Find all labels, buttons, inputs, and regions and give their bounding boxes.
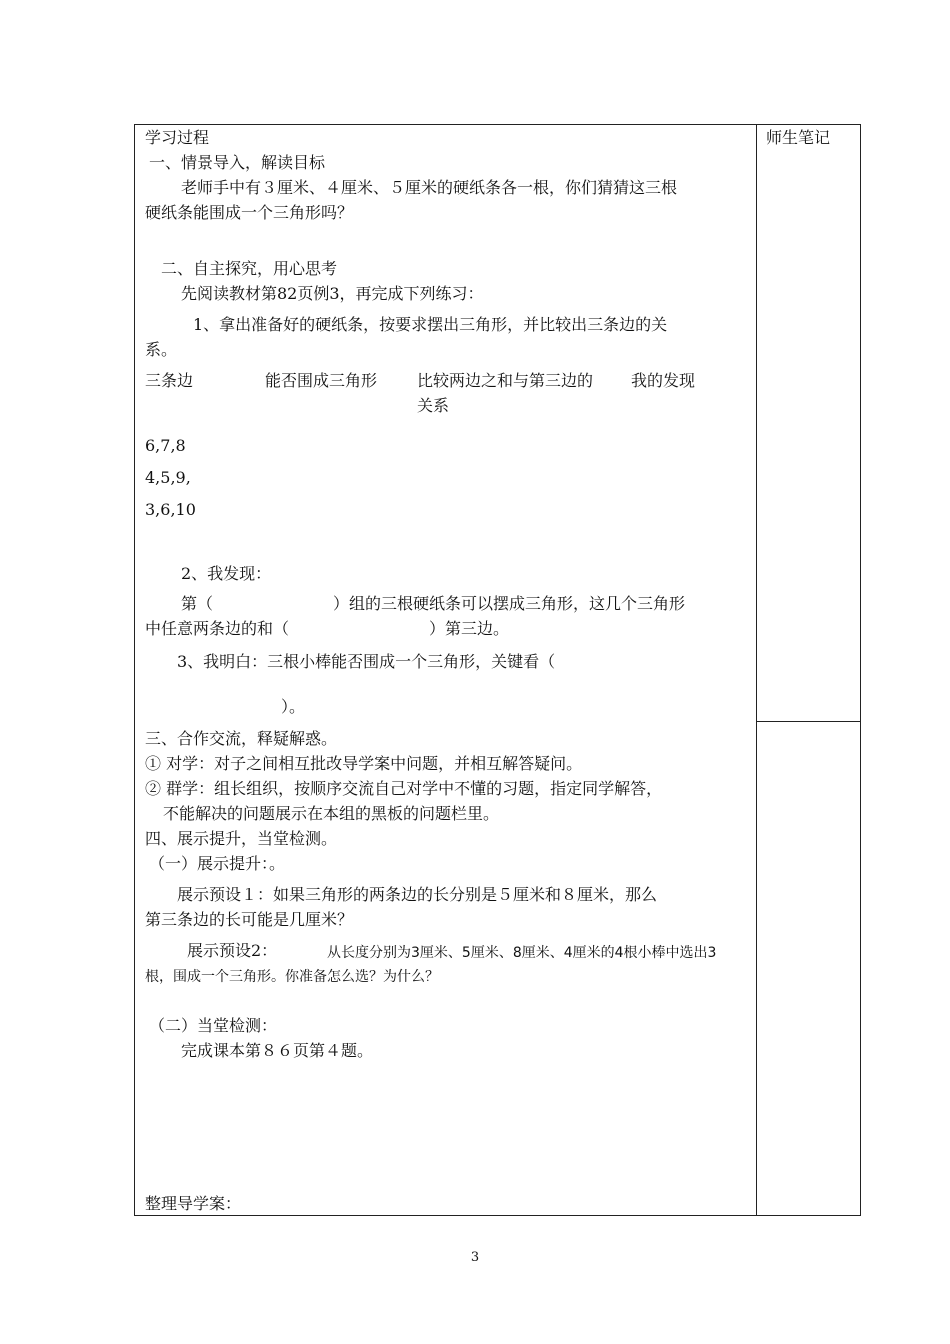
s3-item-1: ① 对学：对子之间相互批改导学案中问题，并相互解答疑问。	[145, 754, 583, 773]
s1-paragraph-2: 硬纸条能围成一个三角形吗？	[145, 203, 354, 222]
table-col-compare-cont: 关系	[417, 396, 450, 415]
s3-item-2-cont: 不能解决的问题展示在本组的黑板的问题栏里。	[163, 804, 500, 823]
s4-preset-1-cont: 第三条边的长可能是几厘米？	[145, 910, 354, 929]
task1-line-2: 系。	[145, 340, 178, 359]
table-row: 3,6,10	[145, 500, 196, 519]
table-col-compare: 比较两边之和与第三边的	[417, 371, 594, 390]
s1-heading: 一、情景导入，解读目标	[149, 153, 326, 172]
task2-line-1-end: ）组的三根硬纸条可以摆成三角形，这几个三角形	[333, 594, 686, 613]
lesson-table	[134, 124, 861, 1216]
footer-label: 整理导学案：	[145, 1194, 242, 1213]
s4-sub-1: （一）展示提升：。	[149, 854, 286, 873]
page-number: 3	[470, 1250, 480, 1265]
s4-preset-2: 从长度分别为3厘米、5厘米、8厘米、4厘米的4根小棒中选出3	[327, 945, 717, 961]
table-row: 6,7,8	[145, 436, 186, 455]
s4-check: 完成课本第８６页第４题。	[181, 1041, 374, 1060]
s4-sub-2: （二）当堂检测：	[149, 1016, 278, 1035]
s4-preset-1: 展示预设１：如果三角形的两条边的长分别是５厘米和８厘米，那么	[177, 885, 658, 904]
task1-line-1: 1、拿出准备好的硬纸条，按要求摆出三角形，并比较出三条边的关	[193, 315, 668, 334]
task2-line-1-start: 第（	[181, 594, 214, 613]
table-col-can-form: 能否围成三角形	[265, 371, 378, 390]
s2-intro: 先阅读教材第82页例3，再完成下列练习：	[181, 284, 484, 303]
s3-item-2: ② 群学：组长组织，按顺序交流自己对学中不懂的习题，指定同学解答，	[145, 779, 663, 798]
table-col-finding: 我的发现	[631, 371, 696, 390]
s4-heading: 四、展示提升，当堂检测。	[145, 829, 338, 848]
s1-paragraph-1: 老师手中有３厘米、４厘米、５厘米的硬纸条各一根，你们猜猜这三根	[181, 178, 678, 197]
notes-header: 师生笔记	[766, 128, 831, 147]
column-divider	[756, 125, 757, 1215]
task2-line-2-end: ）第三边。	[429, 619, 510, 638]
s2-heading: 二、自主探究，用心思考	[161, 259, 338, 278]
table-row: 4,5,9,	[145, 468, 191, 487]
s3-heading: 三、合作交流，释疑解惑。	[145, 729, 338, 748]
task3-line: 3、我明白：三根小棒能否围成一个三角形，关键看（	[177, 652, 556, 671]
task3-end: ）。	[281, 697, 306, 716]
s4-preset-2-cont: 根，围成一个三角形。你准备怎么选？为什么？	[145, 969, 439, 985]
notes-row-divider	[756, 721, 860, 722]
task2-line-2-start: 中任意两条边的和（	[145, 619, 290, 638]
s4-preset-2-label: 展示预设2：	[187, 941, 278, 960]
section-title: 学习过程	[145, 128, 210, 147]
table-col-sides: 三条边	[145, 371, 194, 390]
task2-label: 2、我发现：	[181, 564, 272, 583]
